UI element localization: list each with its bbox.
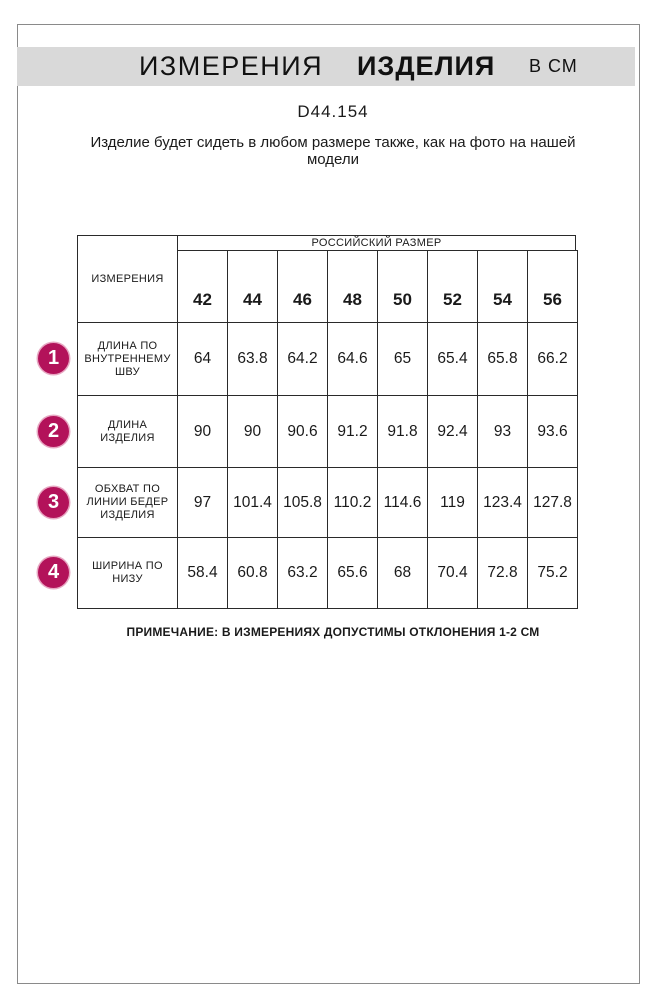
fit-note: Изделие будет сидеть в любом размере также, как на фото на нашей модели — [90, 134, 576, 168]
table-cell: 90 — [177, 395, 228, 468]
size-header-1: 44 — [227, 250, 278, 323]
row-label-4: ШИРИНА ПО НИЗУ — [77, 537, 178, 609]
size-header-7: 56 — [527, 250, 578, 323]
table-cell: 119 — [427, 467, 478, 538]
row-number-badge-2: 2 — [38, 416, 69, 447]
table-cell: 63.8 — [227, 322, 278, 396]
footnote: ПРИМЕЧАНИЕ: В ИЗМЕРЕНИЯХ ДОПУСТИМЫ ОТКЛОНЕНИЯ 1-2 СМ — [126, 625, 540, 639]
table-cell: 75.2 — [527, 537, 578, 609]
corner-label-cell: ИЗМЕРЕНИЯ — [77, 235, 178, 323]
size-group-header: РОССИЙСКИЙ РАЗМЕР — [177, 235, 576, 251]
row-number-badge-4: 4 — [38, 557, 69, 588]
title-part2: ИЗДЕЛИЯ — [357, 51, 496, 81]
row-number-badge-1: 1 — [38, 343, 69, 374]
table-cell: 92.4 — [427, 395, 478, 468]
table-cell: 90 — [227, 395, 278, 468]
title-part1: ИЗМЕРЕНИЯ — [139, 51, 324, 81]
table-cell: 68 — [377, 537, 428, 609]
table-cell: 91.8 — [377, 395, 428, 468]
table-cell: 64.2 — [277, 322, 328, 396]
product-code: D44.154 — [297, 102, 369, 121]
table-cell: 65.6 — [327, 537, 378, 609]
table-cell: 90.6 — [277, 395, 328, 468]
table-cell: 70.4 — [427, 537, 478, 609]
table-cell: 63.2 — [277, 537, 328, 609]
table-cell: 66.2 — [527, 322, 578, 396]
size-header-2: 46 — [277, 250, 328, 323]
row-label-1: ДЛИНА ПО ВНУТРЕННЕМУ ШВУ — [77, 322, 178, 396]
row-number-badge-3: 3 — [38, 487, 69, 518]
size-header-3: 48 — [327, 250, 378, 323]
table-cell: 127.8 — [527, 467, 578, 538]
row-label-2: ДЛИНА ИЗДЕЛИЯ — [77, 395, 178, 468]
size-header-5: 52 — [427, 250, 478, 323]
table-cell: 91.2 — [327, 395, 378, 468]
size-table — [77, 235, 576, 608]
table-cell: 60.8 — [227, 537, 278, 609]
size-header-6: 54 — [477, 250, 528, 323]
table-cell: 64 — [177, 322, 228, 396]
table-cell: 110.2 — [327, 467, 378, 538]
row-label-3: ОБХВАТ ПО ЛИНИИ БЕДЕР ИЗДЕЛИЯ — [77, 467, 178, 538]
table-cell: 72.8 — [477, 537, 528, 609]
table-cell: 65.8 — [477, 322, 528, 396]
table-cell: 64.6 — [327, 322, 378, 396]
size-header-4: 50 — [377, 250, 428, 323]
table-cell: 123.4 — [477, 467, 528, 538]
size-header-0: 42 — [177, 250, 228, 323]
table-cell: 65 — [377, 322, 428, 396]
table-cell: 105.8 — [277, 467, 328, 538]
table-cell: 97 — [177, 467, 228, 538]
title-banner — [17, 47, 635, 86]
table-cell: 58.4 — [177, 537, 228, 609]
table-cell: 93.6 — [527, 395, 578, 468]
table-cell: 114.6 — [377, 467, 428, 538]
table-cell: 101.4 — [227, 467, 278, 538]
table-cell: 93 — [477, 395, 528, 468]
table-cell: 65.4 — [427, 322, 478, 396]
unit-label: В СМ — [529, 56, 578, 76]
